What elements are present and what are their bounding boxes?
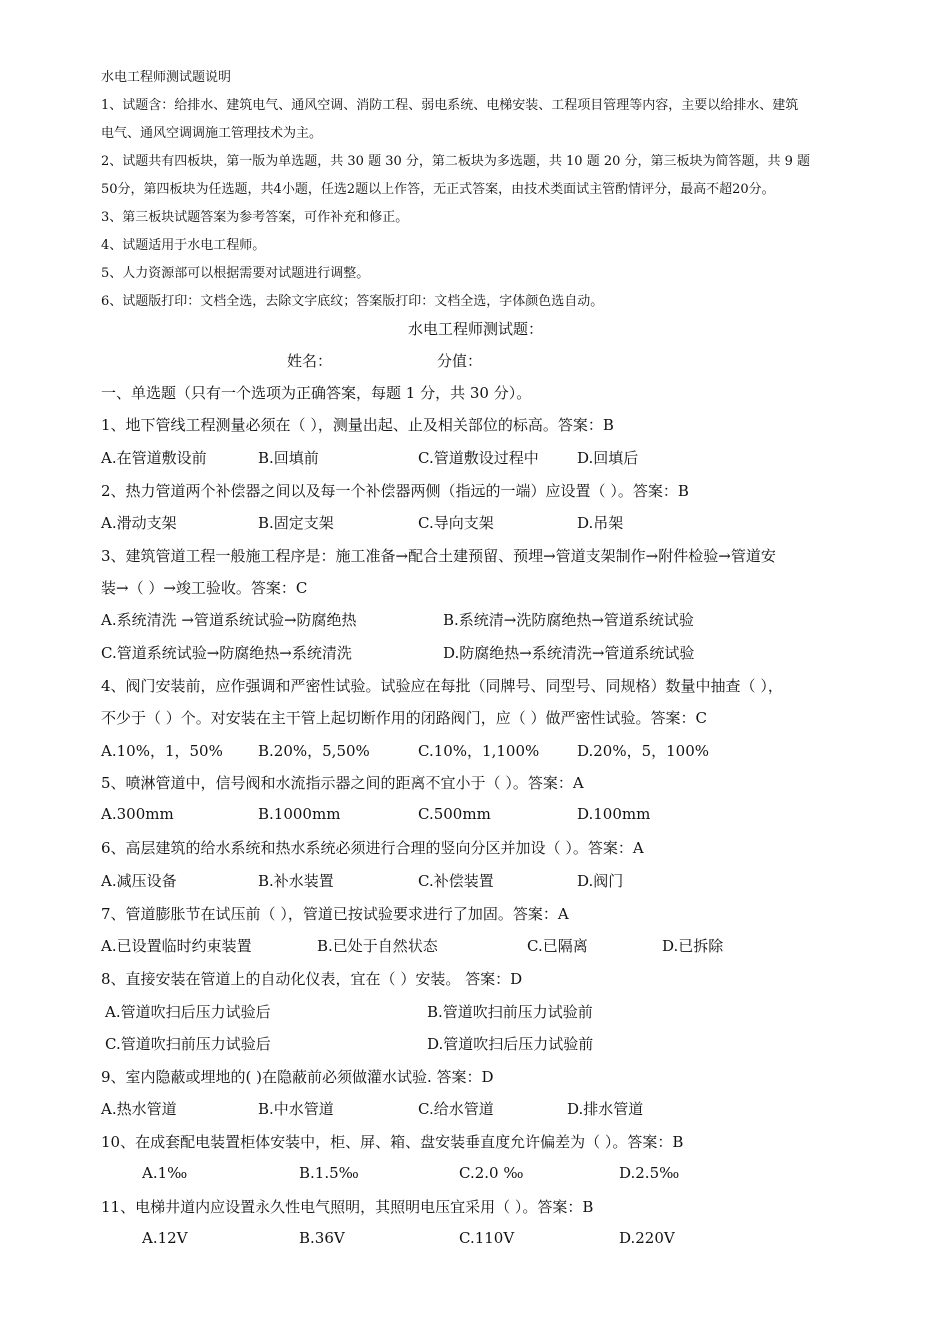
option-b: B.1000mm [258,805,341,823]
option-a: A.在管道敷设前 [101,449,207,467]
question-text: 装→（ ）→竣工验收。答案：C [101,579,308,597]
question-text: 9、室内隐蔽或埋地的( )在隐蔽前必须做灌水试验. 答案：D [101,1068,494,1086]
name-label: 姓名： [287,352,333,370]
option-d: D.2.5‰ [619,1164,680,1182]
option-b: B.36V [299,1229,345,1247]
instruction-line: 2、试题共有四板块，第一版为单选题，共 30 题 30 分，第二板块为多选题，共 10 题 20 分，第三板块为简答题，共 9 题 [101,154,811,169]
option-d: D.220V [619,1229,675,1247]
option-a: A.管道吹扫后压力试验后 [105,1003,271,1021]
option-b: B.系统清→洗防腐绝热→管道系统试验 [443,611,694,629]
option-a: A.已设置临时约束装置 [101,937,252,955]
option-c: C.给水管道 [418,1100,494,1118]
question-text: 5、喷淋管道中，信号阀和水流指示器之间的距离不宜小于（ ）。答案：A [101,774,584,792]
option-d: D.防腐绝热→系统清洗→管道系统试验 [443,644,695,662]
question-text: 8、直接安装在管道上的自动化仪表，宜在（ ）安装。 答案：D [101,970,523,988]
option-c: C.导向支架 [418,514,494,532]
option-d: D.100mm [577,805,651,823]
option-b: B.补水装置 [258,872,334,890]
option-d: D.20%，5，100% [577,742,710,760]
option-a: A.300mm [101,805,174,823]
option-b: B.已处于自然状态 [317,937,438,955]
instruction-line: 1、试题含：给排水、建筑电气、通风空调、消防工程、弱电系统、电梯安装、工程项目管理等内容，主要以给排水、建筑 [101,98,799,113]
option-b: B.1.5‰ [299,1164,359,1182]
option-a: A.热水管道 [101,1100,177,1118]
option-b: B.中水管道 [258,1100,334,1118]
instruction-line: 电气、通风空调调施工管理技术为主。 [101,126,323,141]
instruction-line: 50分，第四板块为任选题，共4小题，任选2题以上作答，无正式答案，由技术类面试主管酌情评分，最高不超20分。 [101,182,775,197]
exam-title: 水电工程师测试题： [408,320,544,338]
option-b: B.固定支架 [258,514,334,532]
option-c: C.补偿装置 [418,872,494,890]
option-a: A.系统清洗 →管道系统试验→防腐绝热 [101,611,357,629]
section-heading: 一、单选题（只有一个选项为正确答案，每题 1 分，共 30 分）。 [101,384,532,402]
option-c: C.管道敷设过程中 [418,449,539,467]
instruction-line: 6、试题版打印：文档全选，去除文字底纹；答案版打印：文档全选，字体颜色选自动。 [101,294,604,309]
option-d: D.管道吹扫后压力试验前 [427,1035,594,1053]
instruction-line: 4、试题适用于水电工程师。 [101,238,266,253]
question-text: 11、电梯井道内应设置永久性电气照明，其照明电压宜采用（ ）。答案：B [101,1198,594,1216]
question-text: 4、阀门安装前，应作强调和严密性试验。试验应在每批（同牌号、同型号、同规格）数量中抽查（ ）， [101,677,783,695]
option-b: B.管道吹扫前压力试验前 [427,1003,593,1021]
option-b: B.回填前 [258,449,319,467]
option-a: A.滑动支架 [101,514,177,532]
option-d: D.已拆除 [662,937,724,955]
instructions-heading: 水电工程师测试题说明 [101,70,232,85]
question-text: 3、建筑管道工程一般施工程序是：施工准备→配合土建预留、预埋→管道支架制作→附件检验→管道安 [101,547,776,565]
question-text: 6、高层建筑的给水系统和热水系统必须进行合理的竖向分区并加设（ ）。答案：A [101,839,644,857]
option-c: C.110V [459,1229,515,1247]
instruction-line: 5、人力资源部可以根据需要对试题进行调整。 [101,266,370,281]
option-d: D.排水管道 [567,1100,644,1118]
question-text: 2、热力管道两个补偿器之间以及每一个补偿器两侧（指远的一端）应设置（ ）。答案：B [101,482,689,500]
question-text: 7、管道膨胀节在试压前（ ），管道已按试验要求进行了加固。答案：A [101,905,569,923]
option-a: A.12V [142,1229,188,1247]
option-a: A.减压设备 [101,872,177,890]
instruction-line: 3、第三板块试题答案为参考答案，可作补充和修正。 [101,210,409,225]
option-c: C.2.0 ‰ [459,1164,524,1182]
option-d: D.吊架 [577,514,624,532]
option-d: D.阀门 [577,872,624,890]
option-c: C.管道系统试验→防腐绝热→系统清洗 [101,644,352,662]
option-c: C.已隔离 [527,937,588,955]
option-a: A.10%，1，50% [101,742,223,760]
option-d: D.回填后 [577,449,639,467]
question-text: 1、地下管线工程测量必须在（ ），测量出起、止及相关部位的标高。答案：B [101,416,614,434]
question-text: 不少于（ ）个。对安装在主干管上起切断作用的闭路阀门，应（ ）做严密性试验。答案：C [101,709,708,727]
question-text: 10、在成套配电装置柜体安装中，柜、屏、箱、盘安装垂直度允许偏差为（ ）。答案：B [101,1133,684,1151]
score-label: 分值： [437,352,483,370]
option-b: B.20%，5,50% [258,742,370,760]
option-c: C.管道吹扫前压力试验后 [105,1035,271,1053]
option-c: C.500mm [418,805,491,823]
option-c: C.10%，1,100% [418,742,540,760]
option-a: A.1‰ [142,1164,188,1182]
